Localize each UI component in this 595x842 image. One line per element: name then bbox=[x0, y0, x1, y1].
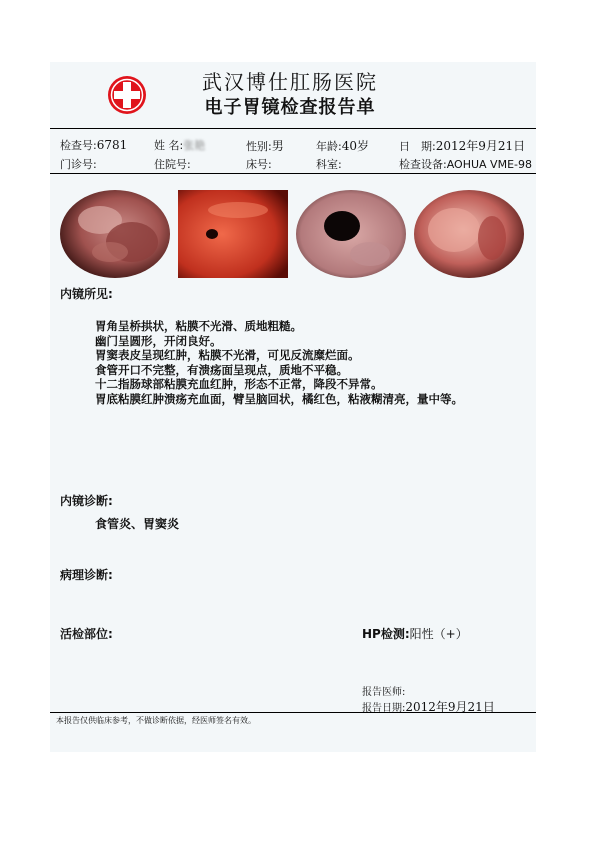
exam-date bbox=[399, 137, 525, 154]
inpatient-number: 住院号: bbox=[154, 158, 191, 171]
endoscopy-image-4 bbox=[414, 190, 524, 278]
findings-line: 幽门呈圆形，开闭良好。 bbox=[95, 333, 222, 348]
findings-label: 内镜所见: bbox=[60, 287, 113, 301]
exam-no-label: 检查号: bbox=[60, 139, 97, 152]
name-label: 姓 名: bbox=[154, 139, 184, 152]
outpatient-number: 门诊号: bbox=[60, 158, 97, 171]
exam-device bbox=[399, 156, 532, 172]
patient-sex bbox=[246, 137, 284, 154]
device-label: 检查设备: bbox=[399, 158, 447, 171]
endoscopy-image-1 bbox=[60, 190, 170, 278]
diagnosis-label: 内镜诊断: bbox=[60, 494, 113, 508]
age-value: 40岁 bbox=[341, 139, 369, 153]
patient-age bbox=[316, 137, 369, 154]
report-title: 电子胃镜检查报告单 bbox=[204, 97, 376, 118]
hp-label: HP检测: bbox=[362, 627, 410, 641]
findings-line: 胃角呈桥拱状，粘膜不光滑、质地粗糙。 bbox=[95, 319, 302, 333]
findings-text bbox=[95, 319, 463, 406]
date-value: 2012年9月21日 bbox=[435, 139, 526, 153]
device-value: AOHUA VME-98 bbox=[446, 158, 532, 171]
header-divider bbox=[50, 128, 536, 129]
endoscopy-image-3 bbox=[296, 190, 406, 278]
date-label: 日 期: bbox=[399, 140, 436, 153]
info-divider bbox=[50, 173, 536, 174]
footer-divider bbox=[50, 712, 536, 713]
pathology-label: 病理诊断: bbox=[60, 568, 113, 582]
exam-number bbox=[60, 137, 127, 153]
endoscopy-image-2 bbox=[178, 190, 288, 278]
exam-no-value: 6781 bbox=[96, 138, 128, 152]
diagnosis-text: 食管炎、胃窦炎 bbox=[95, 517, 180, 531]
report-date-value: 2012年9月21日 bbox=[405, 700, 495, 714]
name-value: 张艳 bbox=[183, 139, 206, 152]
disclaimer: 本报告仅供临床参考，不做诊断依据，经医师签名有效。 bbox=[56, 716, 256, 725]
report-doctor: 报告医师: bbox=[362, 687, 406, 698]
findings-line: 胃底粘膜红肿溃疡充血面，臂呈脑回状，橘红色，粘液糊清亮，量中等。 bbox=[95, 391, 463, 406]
department: 科室: bbox=[316, 158, 342, 171]
hp-test bbox=[362, 625, 468, 642]
report-date-label: 报告日期: bbox=[362, 703, 406, 714]
biopsy-label: 活检部位: bbox=[60, 627, 113, 641]
age-label: 年龄: bbox=[316, 140, 342, 153]
patient-name bbox=[154, 137, 205, 153]
red-cross-logo-icon bbox=[106, 74, 148, 116]
hp-value: 阳性（+） bbox=[409, 627, 468, 641]
sex-label: 性别: bbox=[246, 140, 272, 153]
hospital-name: 武汉博仕肛肠医院 bbox=[202, 70, 378, 94]
sex-value: 男 bbox=[271, 139, 284, 153]
findings-line: 胃窦表皮呈现红肿，粘膜不光滑，可见反流糜烂面。 bbox=[95, 348, 360, 362]
findings-line: 食管开口不完整，有溃疡面呈现点，质地不平稳。 bbox=[95, 362, 348, 377]
bed-number: 床号: bbox=[246, 158, 272, 171]
findings-line: 十二指肠球部粘膜充血红肿，形态不正常，降段不异常。 bbox=[95, 377, 383, 391]
